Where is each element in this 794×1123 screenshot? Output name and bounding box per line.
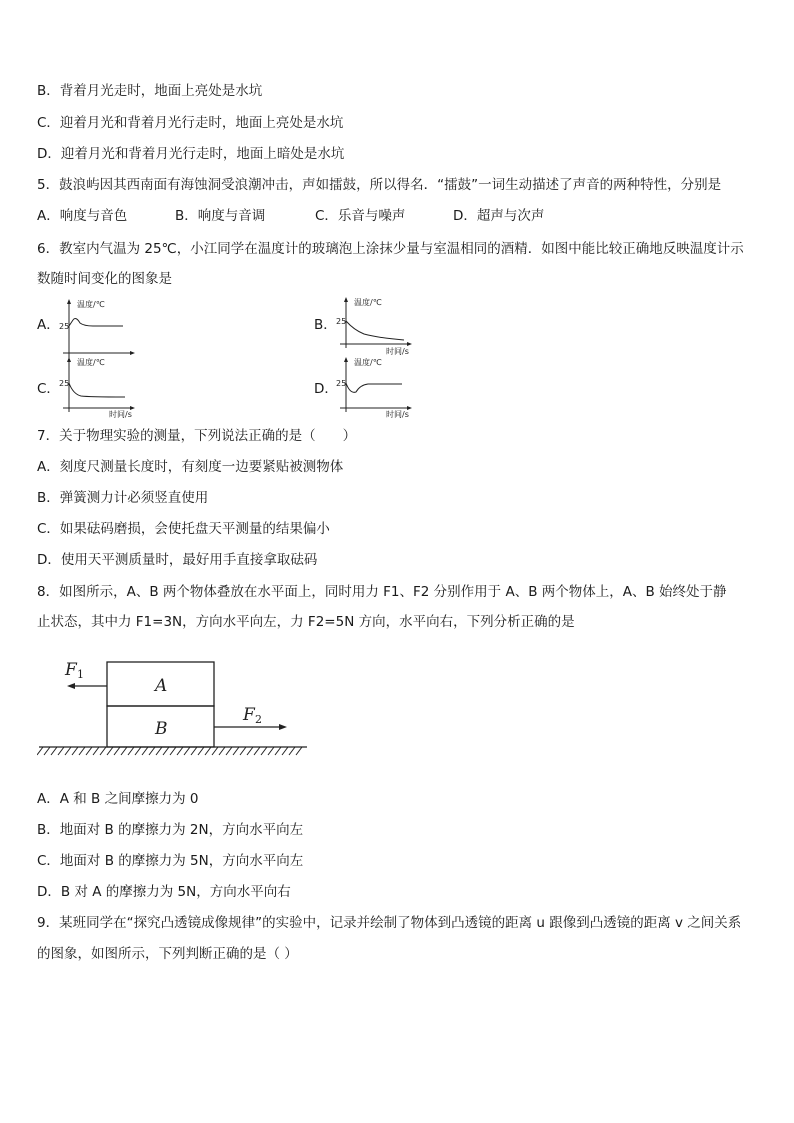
q8-option-b: B．地面对 B 的摩擦力为 2N，方向水平向左	[37, 822, 304, 838]
f2-label: F	[243, 705, 255, 725]
q6-graph-d-ylabel: 温度/℃	[354, 358, 382, 367]
q6-graph-b-xlabel: 时间/s	[386, 347, 409, 356]
q9-stem-line1: 9．某班同学在“探究凸透镜成像规律”的实验中，记录并绘制了物体到凸透镜的距离 u 跟像到凸透镜的距离 v 之间关系	[37, 915, 742, 931]
q6-graph-c-xlabel: 时间/s	[109, 410, 132, 418]
q6-option-b-label: B．	[314, 317, 337, 333]
q6-option-d-label: D．	[314, 381, 338, 397]
q6-option-c-label: C．	[37, 381, 60, 397]
q6-graph-a-tick: 25	[59, 322, 70, 331]
f2-subscript: 2	[255, 713, 262, 726]
q7-option-b: B．弹簧测力计必须竖直使用	[37, 490, 209, 506]
q8-stem-line2: 止状态，其中力 F1=3N，方向水平向左，力 F2=5N 方向，水平向右，下列分析正确的是	[37, 614, 575, 630]
q6-option-a-label: A．	[37, 317, 60, 333]
q9-stem-line2: 的图象，如图所示，下列判断正确的是（ ）	[37, 946, 298, 962]
q6-graph-a	[57, 298, 137, 360]
block-a-label: A	[155, 676, 168, 696]
q7-option-a: A．刻度尺测量长度时，有刻度一边要紧贴被测物体	[37, 459, 344, 475]
q6-graph-a-ylabel: 温度/℃	[77, 300, 105, 309]
ground-hatching	[37, 747, 302, 755]
q6-graph-d-xlabel: 时间/s	[386, 410, 409, 418]
q5-stem: 5．鼓浪屿因其西南面有海蚀洞受浪潮冲击，声如擂鼓，所以得名．“擂鼓”一词生动描述了声音的两种特性，分别是	[37, 177, 722, 193]
q6-graph-b	[334, 296, 414, 358]
q6-graph-c-ylabel: 温度/℃	[77, 358, 105, 367]
q7-option-d: D．使用天平测质量时，最好用手直接拿取砝码	[37, 552, 318, 568]
q6-graph-c	[57, 356, 137, 418]
q6-graph-c-tick: 25	[59, 379, 70, 388]
q4-option-c: C．迎着月光和背着月光行走时，地面上亮处是水坑	[37, 115, 344, 131]
q6-graph-b-tick: 25	[336, 317, 347, 326]
q5-options	[37, 207, 544, 225]
q8-stem-line1: 8．如图所示，A、B 两个物体叠放在水平面上，同时用力 F1、F2 分别作用于 A、B 两个物体上，A、B 始终处于静	[37, 584, 727, 600]
q6-graph-d-tick: 25	[336, 379, 347, 388]
q6-stem-line1: 6．教室内气温为 25℃，小江同学在温度计的玻璃泡上涂抹少量与室温相同的酒精．如图中能比较正确地反映温度计示	[37, 241, 744, 257]
q4-option-d: D．迎着月光和背着月光行走时，地面上暗处是水坑	[37, 146, 345, 162]
q5-option-d: D．超声与次声	[453, 208, 545, 224]
q5-option-c: C．乐音与噪声	[315, 208, 406, 224]
q5-option-b: B．响度与音调	[175, 208, 266, 224]
block-b-label: B	[155, 719, 168, 739]
q6-graph-b-ylabel: 温度/℃	[354, 298, 382, 307]
q8-force-diagram	[37, 656, 317, 756]
q7-option-c: C．如果砝码磨损，会使托盘天平测量的结果偏小	[37, 521, 330, 537]
q5-option-a: A．响度与音色	[37, 208, 128, 224]
f1-label: F	[65, 660, 77, 680]
q6-graph-d	[334, 356, 414, 418]
q7-stem: 7．关于物理实验的测量，下列说法正确的是（ ）	[37, 428, 357, 444]
q8-option-d: D．B 对 A 的摩擦力为 5N，方向水平向右	[37, 884, 291, 900]
q6-stem-line2: 数随时间变化的图象是	[37, 271, 172, 287]
q8-option-a: A．A 和 B 之间摩擦力为 0	[37, 791, 199, 807]
f1-subscript: 1	[77, 668, 84, 681]
q8-option-c: C．地面对 B 的摩擦力为 5N，方向水平向左	[37, 853, 304, 869]
q4-option-b: B．背着月光走时，地面上亮处是水坑	[37, 83, 263, 99]
